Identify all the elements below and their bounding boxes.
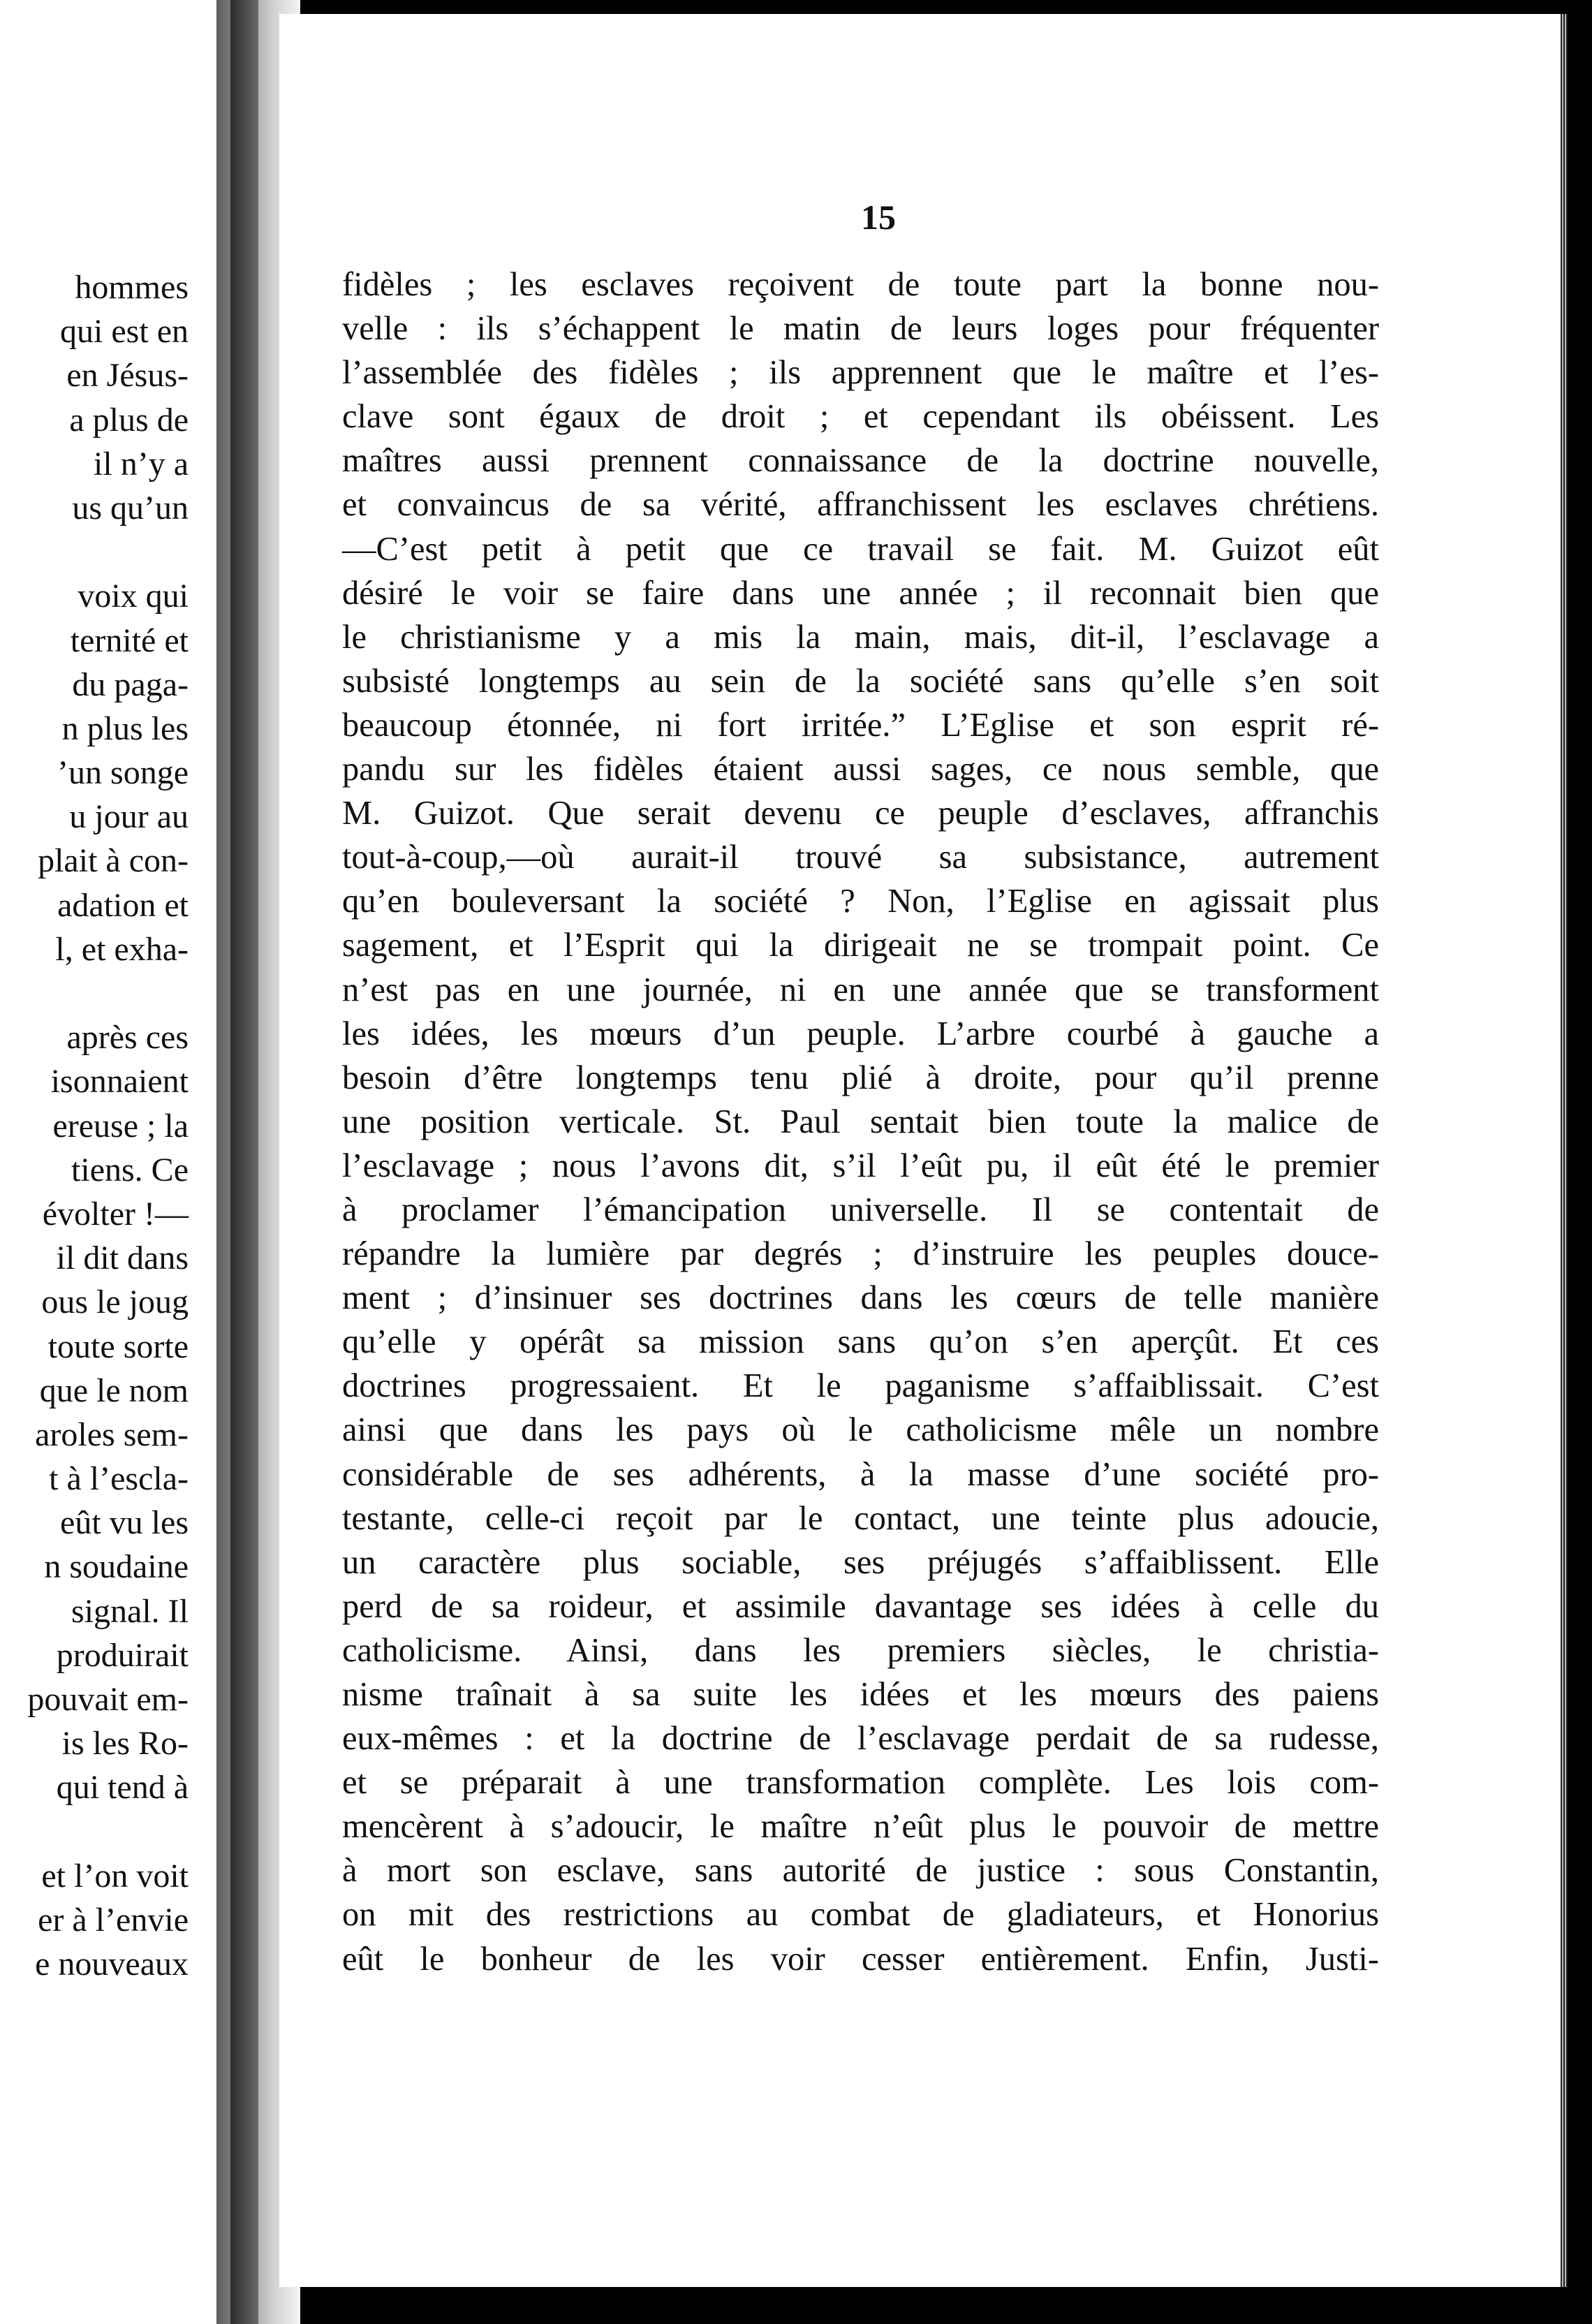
facing-page-line: évolter !— — [42, 1195, 189, 1233]
text-line: ainsi que dans les pays où le catholicisme mêle un nombre — [342, 1411, 1379, 1449]
facing-page-text — [0, 265, 189, 1986]
facing-page-line: n plus les — [61, 709, 189, 747]
text-line: n’est pas en une journée, ni en une année que se transforment — [342, 971, 1379, 1008]
facing-page-line: us qu’un — [72, 489, 189, 527]
text-line: fidèles ; les esclaves reçoivent de toute part la bonne nou- — [342, 266, 1379, 303]
facing-page-line: voix qui — [78, 578, 189, 615]
facing-page-line: e nouveaux — [35, 1946, 189, 1983]
facing-page-line: après ces — [66, 1019, 189, 1057]
text-line: tout-à-coup,—où aurait-il trouvé sa subsistance, autrement — [342, 839, 1379, 876]
text-line: eût le bonheur de les voir cesser entièrement. Enfin, Justi- — [342, 1940, 1379, 1978]
facing-page-line: que le nom — [39, 1371, 189, 1409]
text-line: un caractère plus sociable, ses préjugés s’affaiblissent. Elle — [342, 1543, 1379, 1581]
text-line: sagement, et l’Esprit qui la dirigeait ne se trompait point. Ce — [342, 927, 1379, 964]
facing-page-line: isonnaient — [50, 1063, 189, 1101]
text-line: nisme traînait à sa suite les idées et les mœurs des paiens — [342, 1676, 1379, 1713]
facing-page-line: qui tend à — [56, 1769, 189, 1807]
facing-page-line: et l’on voit — [41, 1857, 189, 1895]
text-line: désiré le voir se faire dans une année ; il reconnait bien que — [342, 574, 1379, 612]
facing-page-line: n soudaine — [44, 1548, 189, 1586]
text-line: considérable de ses adhérents, à la masse d’une société pro- — [342, 1455, 1379, 1493]
text-line: ment ; d’insinuer ses doctrines dans les cœurs de telle manière — [342, 1279, 1379, 1317]
text-line: mencèrent à s’adoucir, le maître n’eût plus le pouvoir de mettre — [342, 1808, 1379, 1846]
facing-page-line: ternité et — [70, 622, 189, 659]
facing-page-line: signal. Il — [71, 1592, 189, 1630]
text-line: qu’en bouleversant la société ? Non, l’Eglise en agissait plus — [342, 883, 1379, 920]
text-line: l’esclavage ; nous l’avons dit, s’il l’eût pu, il eût été le premier — [342, 1147, 1379, 1184]
text-line: eux-mêmes : et la doctrine de l’esclavage perdait de sa rudesse, — [342, 1720, 1379, 1758]
facing-page-line: plait à con- — [38, 842, 189, 880]
facing-page-line — [0, 971, 189, 1015]
facing-page-line: ous le joug — [41, 1284, 189, 1321]
text-line: doctrines progressaient. Et le paganisme s’affaiblissait. C’est — [342, 1367, 1379, 1405]
facing-page-line: eût vu les — [60, 1504, 189, 1542]
facing-page-line: produirait — [56, 1636, 189, 1674]
text-line: velle : ils s’échappent le matin de leurs loges pour fréquenter — [342, 310, 1379, 348]
text-line: les idées, les mœurs d’un peuple. L’arbre courbé à gauche a — [342, 1015, 1379, 1052]
facing-page-line: t à l’escla- — [49, 1460, 189, 1498]
facing-page — [0, 0, 235, 2324]
text-line: clave sont égaux de droit ; et cependant ils obéissent. Les — [342, 398, 1379, 436]
text-line: M. Guizot. Que serait devenu ce peuple d’esclaves, affranchis — [342, 795, 1379, 832]
text-line: répandre la lumière par degrés ; d’instruire les peuples douce- — [342, 1235, 1379, 1273]
page-body-text — [342, 263, 1379, 1981]
text-line: à proclamer l’émancipation universelle. Il se contentait de — [342, 1191, 1379, 1228]
facing-page-line — [0, 1810, 189, 1854]
facing-page-line: l, et exha- — [55, 930, 189, 968]
text-line: on mit des restrictions au combat de gladiateurs, et Honorius — [342, 1896, 1379, 1934]
gutter-fold — [230, 0, 258, 2324]
text-line: perd de sa roideur, et assimile davantage ses idées à celle du — [342, 1587, 1379, 1625]
facing-page-line: is les Ro- — [61, 1725, 189, 1763]
text-line: besoin d’être longtemps tenu plié à droite, pour qu’il prenne — [342, 1059, 1379, 1096]
text-line: maîtres aussi prennent connaissance de la doctrine nouvelle, — [342, 442, 1379, 480]
text-line: —C’est petit à petit que ce travail se fait. M. Guizot eût — [342, 530, 1379, 568]
text-line: le christianisme y a mis la main, mais, dit-il, l’esclavage a — [342, 618, 1379, 656]
facing-page-line: qui est en — [60, 313, 189, 351]
text-line: pandu sur les fidèles étaient aussi sages, ce nous semble, que — [342, 751, 1379, 788]
facing-page-line: pouvait em- — [27, 1681, 189, 1718]
facing-page-line: a plus de — [69, 401, 189, 439]
facing-page-line: du paga- — [72, 665, 189, 703]
facing-page-line: il n’y a — [94, 445, 189, 483]
facing-page-line: tiens. Ce — [71, 1151, 189, 1189]
text-line: testante, celle-ci reçoit par le contact, une teinte plus adoucie, — [342, 1499, 1379, 1537]
facing-page-line: ereuse ; la — [52, 1107, 189, 1145]
facing-page-line: er à l’envie — [38, 1901, 189, 1939]
facing-page-line: ’un songe — [57, 754, 189, 792]
text-line: catholicisme. Ainsi, dans les premiers siècles, le christia- — [342, 1631, 1379, 1669]
facing-page-line: u jour au — [69, 798, 189, 836]
facing-page-line: en Jésus- — [66, 357, 189, 395]
facing-page-line: aroles sem- — [35, 1415, 189, 1453]
text-line: beaucoup étonnée, ni fort irritée.” L’Eglise et son esprit ré- — [342, 706, 1379, 744]
text-line: l’assemblée des fidèles ; ils apprennent que le maître et l’es- — [342, 354, 1379, 392]
text-line: et se préparait à une transformation complète. Les lois com- — [342, 1764, 1379, 1802]
page-edge — [1561, 14, 1568, 2287]
book-page — [279, 14, 1568, 2287]
facing-page-line: il dit dans — [56, 1240, 189, 1277]
text-line: qu’elle y opérât sa mission sans qu’on s’en aperçût. Et ces — [342, 1323, 1379, 1361]
page-number: 15 — [861, 198, 896, 237]
text-line: à mort son esclave, sans autorité de justice : sous Constantin, — [342, 1852, 1379, 1890]
facing-page-line: toute sorte — [47, 1328, 189, 1365]
facing-page-line: adation et — [57, 886, 189, 924]
facing-page-line: hommes — [75, 269, 189, 306]
facing-page-line — [0, 530, 189, 574]
text-line: et convaincus de sa vérité, affranchissent les esclaves chrétiens. — [342, 486, 1379, 524]
text-line: une position verticale. St. Paul sentait bien toute la malice de — [342, 1103, 1379, 1140]
text-line: subsisté longtemps au sein de la société sans qu’elle s’en soit — [342, 662, 1379, 700]
